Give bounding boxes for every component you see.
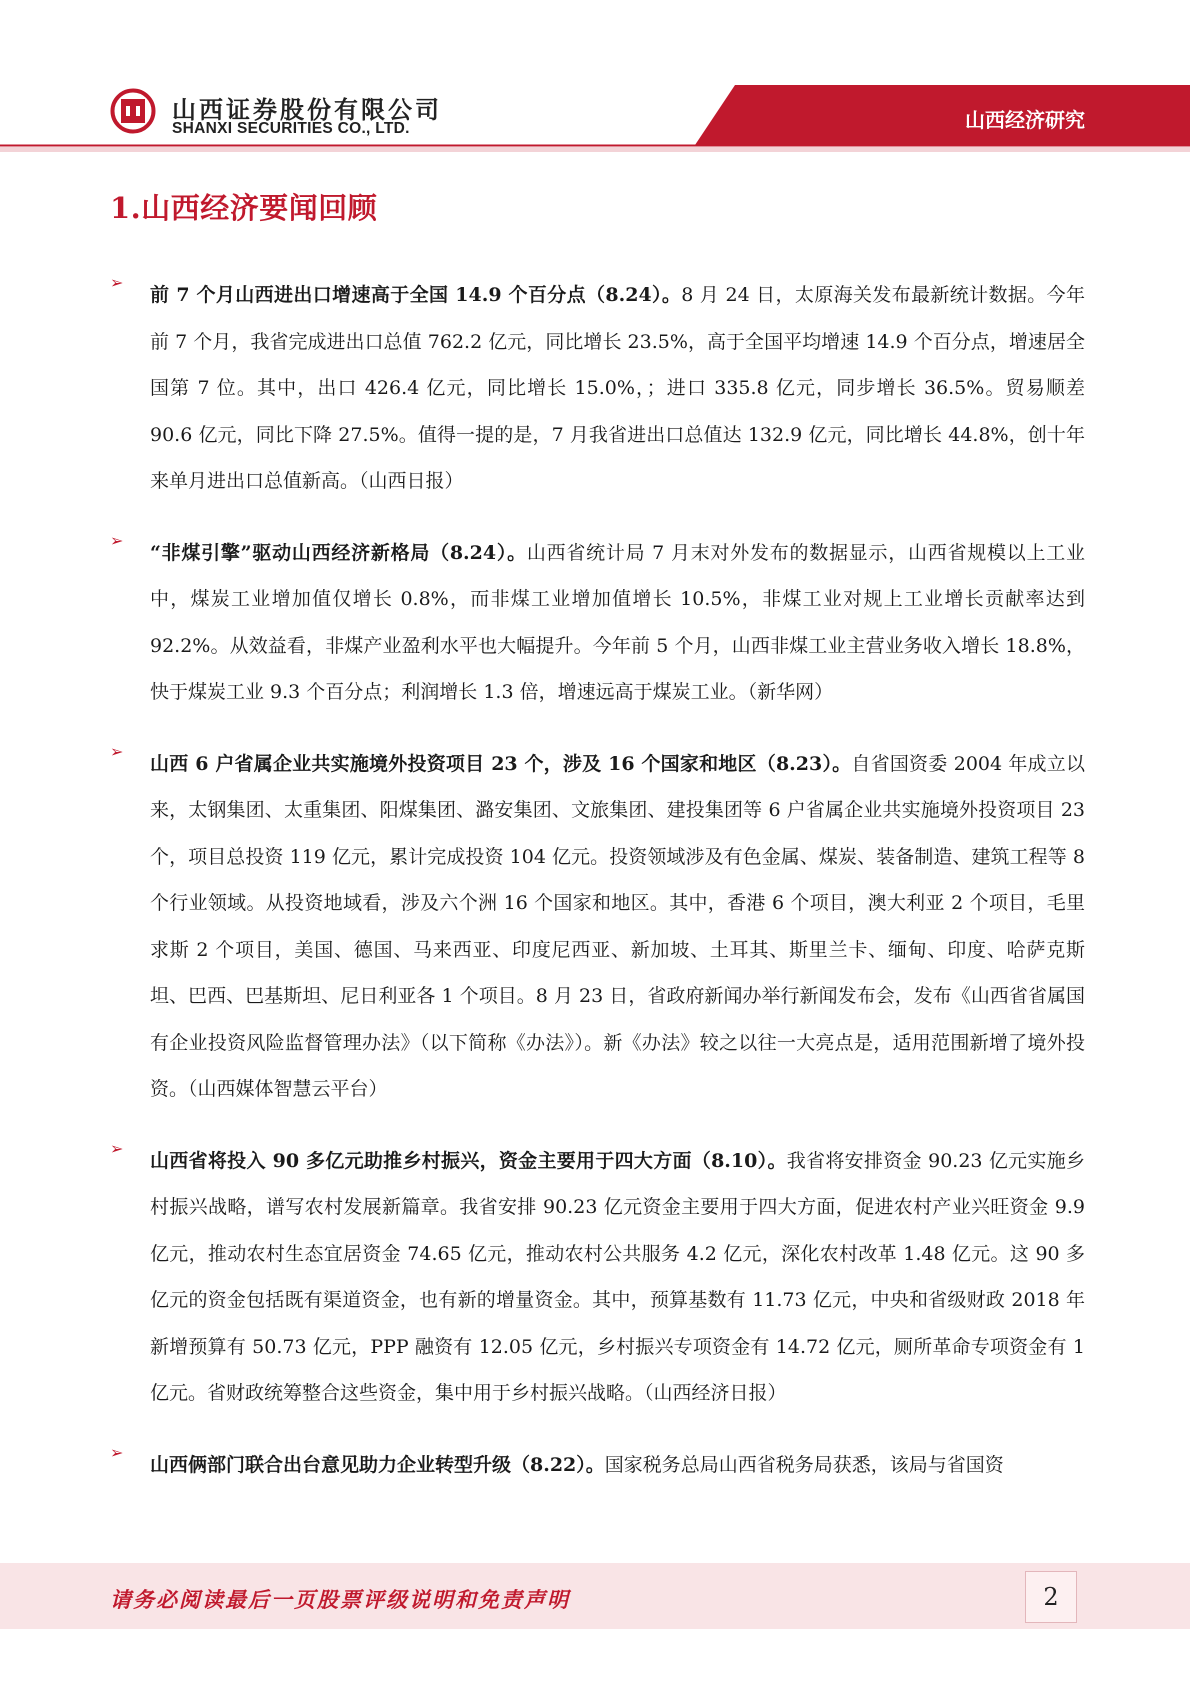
news-headline: 山西 6 户省属企业共实施境外投资项目 23 个，涉及 16 个国家和地区（8.23）。	[150, 752, 852, 775]
news-body: 山西省统计局 7 月末对外发布的数据显示，山西省规模以上工业中，煤炭工业增加值仅增长 0.8%，而非煤工业增加值增长 10.5%，非煤工业对规上工业增长贡献率达到 92.2%。从效益看，非煤产业盈利水平也大幅提升。今年前 5 个月，山西非煤工业主营业务收入增长 18.8%，快于煤炭工业 9.3 个百分点；利润增长 1.3 倍，增速远高于煤炭工业。（新华网）	[150, 541, 1085, 703]
news-headline: 山西俩部门联合出台意见助力企业转型升级（8.22）。	[150, 1453, 605, 1476]
company-name-en: SHANXI SECURITIES CO., LTD.	[172, 120, 410, 137]
news-paragraph	[150, 1138, 1085, 1417]
shanxi-securities-logo-icon	[110, 88, 156, 134]
arrow-bullet-icon: ➢	[110, 1442, 124, 1462]
news-list	[110, 272, 1085, 1513]
news-headline: “非煤引擎”驱动山西经济新格局（8.24）。	[150, 541, 527, 564]
news-paragraph	[150, 272, 1085, 505]
header-shadow	[0, 147, 1190, 152]
footer-disclaimer: 请务必阅读最后一页股票评级说明和免责声明	[110, 1587, 570, 1612]
report-category-tag: 山西经济研究	[965, 108, 1085, 132]
news-body: 自省国资委 2004 年成立以来，太钢集团、太重集团、阳煤集团、潞安集团、文旅集团、建投集团等 6 户省属企业共实施境外投资项目 23 个，项目总投资 119 亿元，累计完成投资 104 亿元。投资领域涉及有色金属、煤炭、装备制造、建筑工程等 8 个行业领域。从投资地域看，涉及六个洲 16 个国家和地区。其中，香港 6 个项目，澳大利亚 2 个项目，毛里求斯 2 个项目，美国、德国、马来西亚、印度尼西亚、新加坡、土耳其、斯里兰卡、缅甸、印度、哈萨克斯坦、巴西、巴基斯坦、尼日利亚各 1 个项目。8 月 23 日，省政府新闻办举行新闻发布会，发布《山西省省属国有企业投资风险监督管理办法》（以下简称《办法》）。新《办法》较之以往一大亮点是，适用范围新增了境外投资。（山西媒体智慧云平台）	[150, 752, 1085, 1100]
page-number: 2	[1025, 1571, 1077, 1623]
arrow-bullet-icon: ➢	[110, 530, 124, 550]
news-item	[110, 272, 1085, 505]
news-item	[110, 1442, 1085, 1488]
news-item	[110, 530, 1085, 716]
arrow-bullet-icon: ➢	[110, 1138, 124, 1158]
news-item	[110, 1138, 1085, 1417]
page-header	[0, 0, 1190, 160]
news-body: 国家税务总局山西省税务局获悉，该局与省国资	[604, 1453, 1004, 1476]
news-paragraph	[150, 1442, 1085, 1488]
news-headline: 山西省将投入 90 多亿元助推乡村振兴，资金主要用于四大方面（8.10）。	[150, 1149, 787, 1172]
company-name-cn: 山西证券股份有限公司	[172, 96, 442, 124]
section-title: 1.山西经济要闻回顾	[110, 191, 378, 225]
arrow-bullet-icon: ➢	[110, 741, 124, 761]
news-body: 我省将安排资金 90.23 亿元实施乡村振兴战略，谱写农村发展新篇章。我省安排 90.23 亿元资金主要用于四大方面，促进农村产业兴旺资金 9.9 亿元，推动农村生态宜居资金 74.65 亿元，推动农村公共服务 4.2 亿元，深化农村改革 1.48 亿元。这 90 多亿元的资金包括既有渠道资金，也有新的增量资金。其中，预算基数有 11.73 亿元，中央和省级财政 2018 年新增预算有 50.73 亿元，PPP 融资有 12.05 亿元，乡村振兴专项资金有 14.72 亿元，厕所革命专项资金有 1 亿元。省财政统筹整合这些资金，集中用于乡村振兴战略。（山西经济日报）	[150, 1149, 1085, 1404]
news-paragraph	[150, 530, 1085, 716]
news-body: 8 月 24 日，太原海关发布最新统计数据。今年前 7 个月，我省完成进出口总值 762.2 亿元，同比增长 23.5%，高于全国平均增速 14.9 个百分点，增速居全国第 7 位。其中，出口 426.4 亿元，同比增长 15.0%，；进口 335.8 亿元，同步增长 36.5%。贸易顺差 90.6 亿元，同比下降 27.5%。值得一提的是，7 月我省进出口总值达 132.9 亿元，同比增长 44.8%，创十年来单月进出口总值新高。（山西日报）	[150, 284, 1086, 492]
news-headline: 前 7 个月山西进出口增速高于全国 14.9 个百分点（8.24）。	[150, 284, 682, 306]
news-paragraph	[150, 741, 1085, 1113]
news-item	[110, 741, 1085, 1113]
arrow-bullet-icon: ➢	[110, 273, 124, 292]
